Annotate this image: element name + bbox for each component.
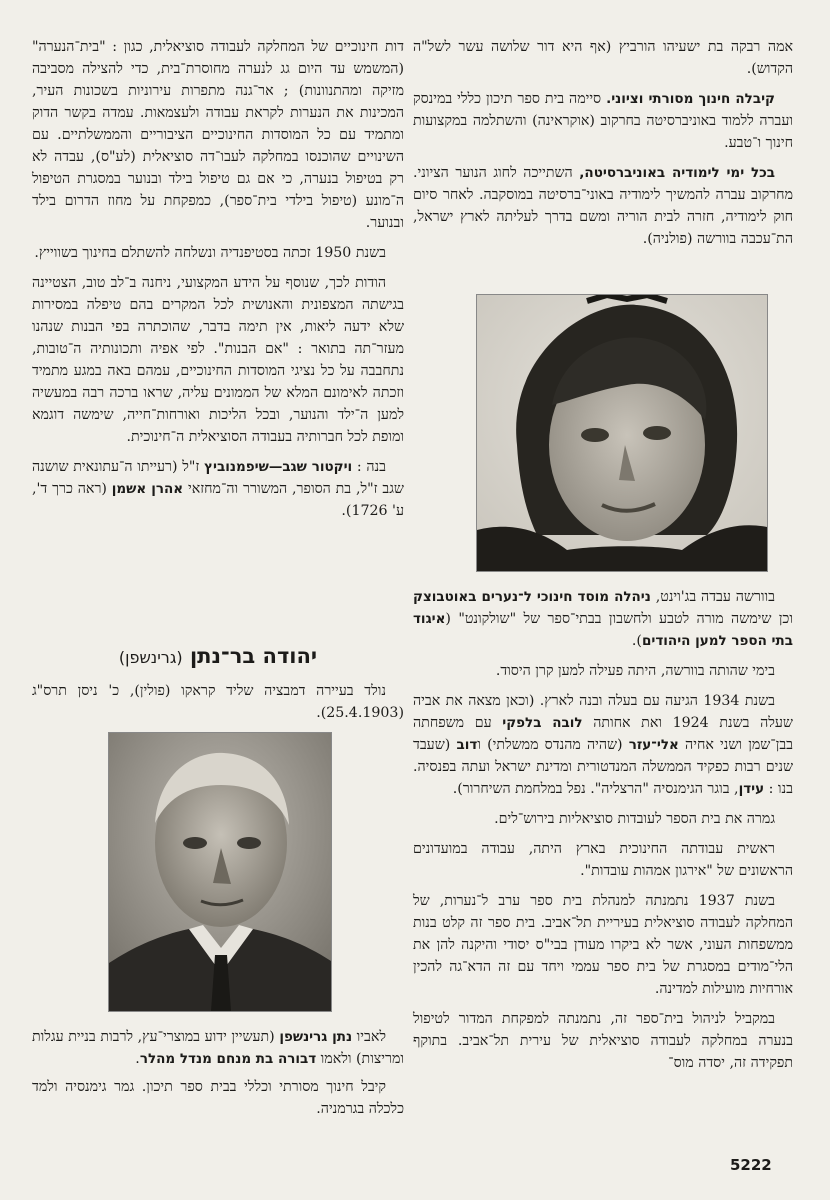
section-title [32,644,404,668]
page-number: 5222 [730,1156,772,1174]
paragraph: ראשית עבודתה החינוכית בארץ היתה, עבודה במועדונים הראשונים של "אירגון אמהות עובדות". [413,841,793,879]
left-column-top [32,36,404,530]
portrait-photo-woman [476,294,768,572]
portrait-man-image [109,733,331,1011]
paragraph: נולד בעיירה דמבציה שליד קראקו (פולין), כ' ניסן תרס"ג (25.4.1903). [32,683,404,721]
paragraph: בשנת 1937 נתמנתה למנהלת בית ספר ערב ל־נערות, של המחלקה לעבודה סוציאלית בעיריית תל־אביב. בית ספר זה קלט בנות ממשפחות העוני, אשר לא ביקרו מעודן בבי"ס יסודי והיקנה להן את הלי־מודים במסגרת של בית ספר עממי ויחד עם זה הדא־גה להכין אורחיות מועילות למדינה. [413,893,793,997]
paragraph: במקביל לניהול בית־ספר זה, נתמנתה למפקחת המדור לטיפול בנערה במחלקה לעבודה סוציאלית של עירית תל־אביב. בתוקף תפקידה זה, יסדה מוס־ [413,1011,793,1071]
paragraph: קיבלה חינוך מסורתי וציוני. סיימה בית ספר תיכון כללי במינסק ועברה ללמוד באוניברסיטה בחרקוב (אוקראינה) והשתלמה במקצועות חינוך ו־טבע. [413,91,793,151]
portrait-photo-man [108,732,332,1012]
paragraph: בוורשה עבדה בג'וינט, ניהלה מוסד חינוכי ל־נערים באוטבוצק וכן שימשה מורה לטבע ולחשבון בבתי־ספר של "שולקונט" (איגוד בתי הספר למען היהודים). [413,589,793,649]
right-column-top [413,36,793,258]
right-column-bottom [413,586,793,1082]
paragraph: דות חינוכיים של המחלקה לעבודה סוציאלית, כגון : "בית־הנערה" (המשמש עד היום גג לנערה מחוסרת־בית, כדי להצילה מסביבה מזיקה ומהתנוונות) ; אר־גנה מתפרות עירוניות בשכונות העיר, המכינות את הנערות לקראת עבודה ולעצמאות. עמדה בקשר הדוק ומתמיד עם כל המוסדות החינוכיים הציבוריים והממשלתיים. עם השינויים שהוכנסו במחלקה לעבו־דה סוציאלית (לע"ס), עבדה לא רק בטיפול בנערה, כי אם גם טיפול בילד ובנוער במסגרת הטיפול ה־מונע (טיפול בילדי בית־ספר), כמפקחת על מחוז הדרום בילד ובנוער. [32,39,404,231]
paragraph: גמרה את בית הספר לעובדות סוציאליות בירוש־לים. [494,811,775,827]
parents-and-education [32,1026,404,1126]
paragraph: בשנת 1950 זכתה בסטיפנדיה ונשלחה להשתלם בחינוך בשווייץ. [34,245,386,261]
portrait-woman-image [477,295,767,571]
person-name-original: (גרינשפן) [118,648,183,667]
paragraph: בכל ימי לימודיה באוניברסיטה, השתייכה לחוג הנוער הציוני. מחרקוב עברה להמשיך לימודיה באוני־ברסיטה במוסקבה. לאחר סיום חוק לימודיה, חזרה לבית הוריה ומשם בדרך לעליתה לארץ ישראל, הת־עכבה בוורשה (פולניה). [413,165,793,247]
paragraph: בימי שהותה בוורשה, היתה פעילה למען קרן היסוד. [495,663,775,679]
paragraph: אמה רבקה בת ישעיהו הורביץ (אף היא דור שלושה עשר לשל"ה הקדוש). [413,39,793,77]
paragraph: קיבל חינוך מסורתי וכללי בבית ספר תיכון. גמר גימנסיה ולמד כלכלה בגרמניה. [32,1079,404,1117]
person-name: יהודה בר־נתן [189,644,318,668]
paragraph: לאביו נתן גרינשפן (תעשיין ידוע במוצרי־עץ, לרבות בניית עגלות ומריצות) ולאמו דבורה בת מנחם מנדל מהלר. [32,1029,404,1067]
paragraph: בשנת 1934 הגיעה עם בעלה ובנה לארץ. (וכאן מצאה את אביה שעלה בשנת 1924 ואת אחותה לובה בלפקי עם משפחתה בבן־שמן ושני אחיה אלי־עזר (שהיה מהנדס ממשלתי) ודוב (שעבד שנים רבות כפקיד הממשלה המנדטורית ומדינת ישראל ועתה בפנסיה. בנו : עידן, בוגר הגימנסיה "הרצליה". נפל במלחמת השיחרור). [413,693,794,797]
paragraph: בנה : ויקטור שגב—שיפמנוביץ ז"ל (רעייתו ה־עתונאית שושנה שגב ז"ל, בת הסופר, המשורר וה־מחזאי אהרן אשמן (ראה כרך ד', ע' 1726). [32,459,404,519]
paragraph: הודות לכך, שנוסף על הידע המקצועי, ניחנה ב־לב טוב, הצטיינה בגישתה המצפונית והאנושית לכל המקרים בהם טיפלה במסירות שלא ידעה ליאות, אין תימה בדבר, שהוכתרה בפי הבנות שנהנו מעזר־תה בתואר : "אם הבנות". לפי אפיה ותכונותיה ה־טובות, נתחבבה על כל נציגי המוסדות החינוכיים, עמהם באה במגע מתמיד וזכתה לאימונם המלא של הממונים עליה, שראו ברכה רבה במעשיה למען ה־ילד והנוער, ובכל הליכות ואורחות־חייה, שימשה דוגמא ומופת לכל חברותיה בעבודה הסוציאלית ה־חינוכית. [32,275,404,445]
birth-info [32,680,404,730]
